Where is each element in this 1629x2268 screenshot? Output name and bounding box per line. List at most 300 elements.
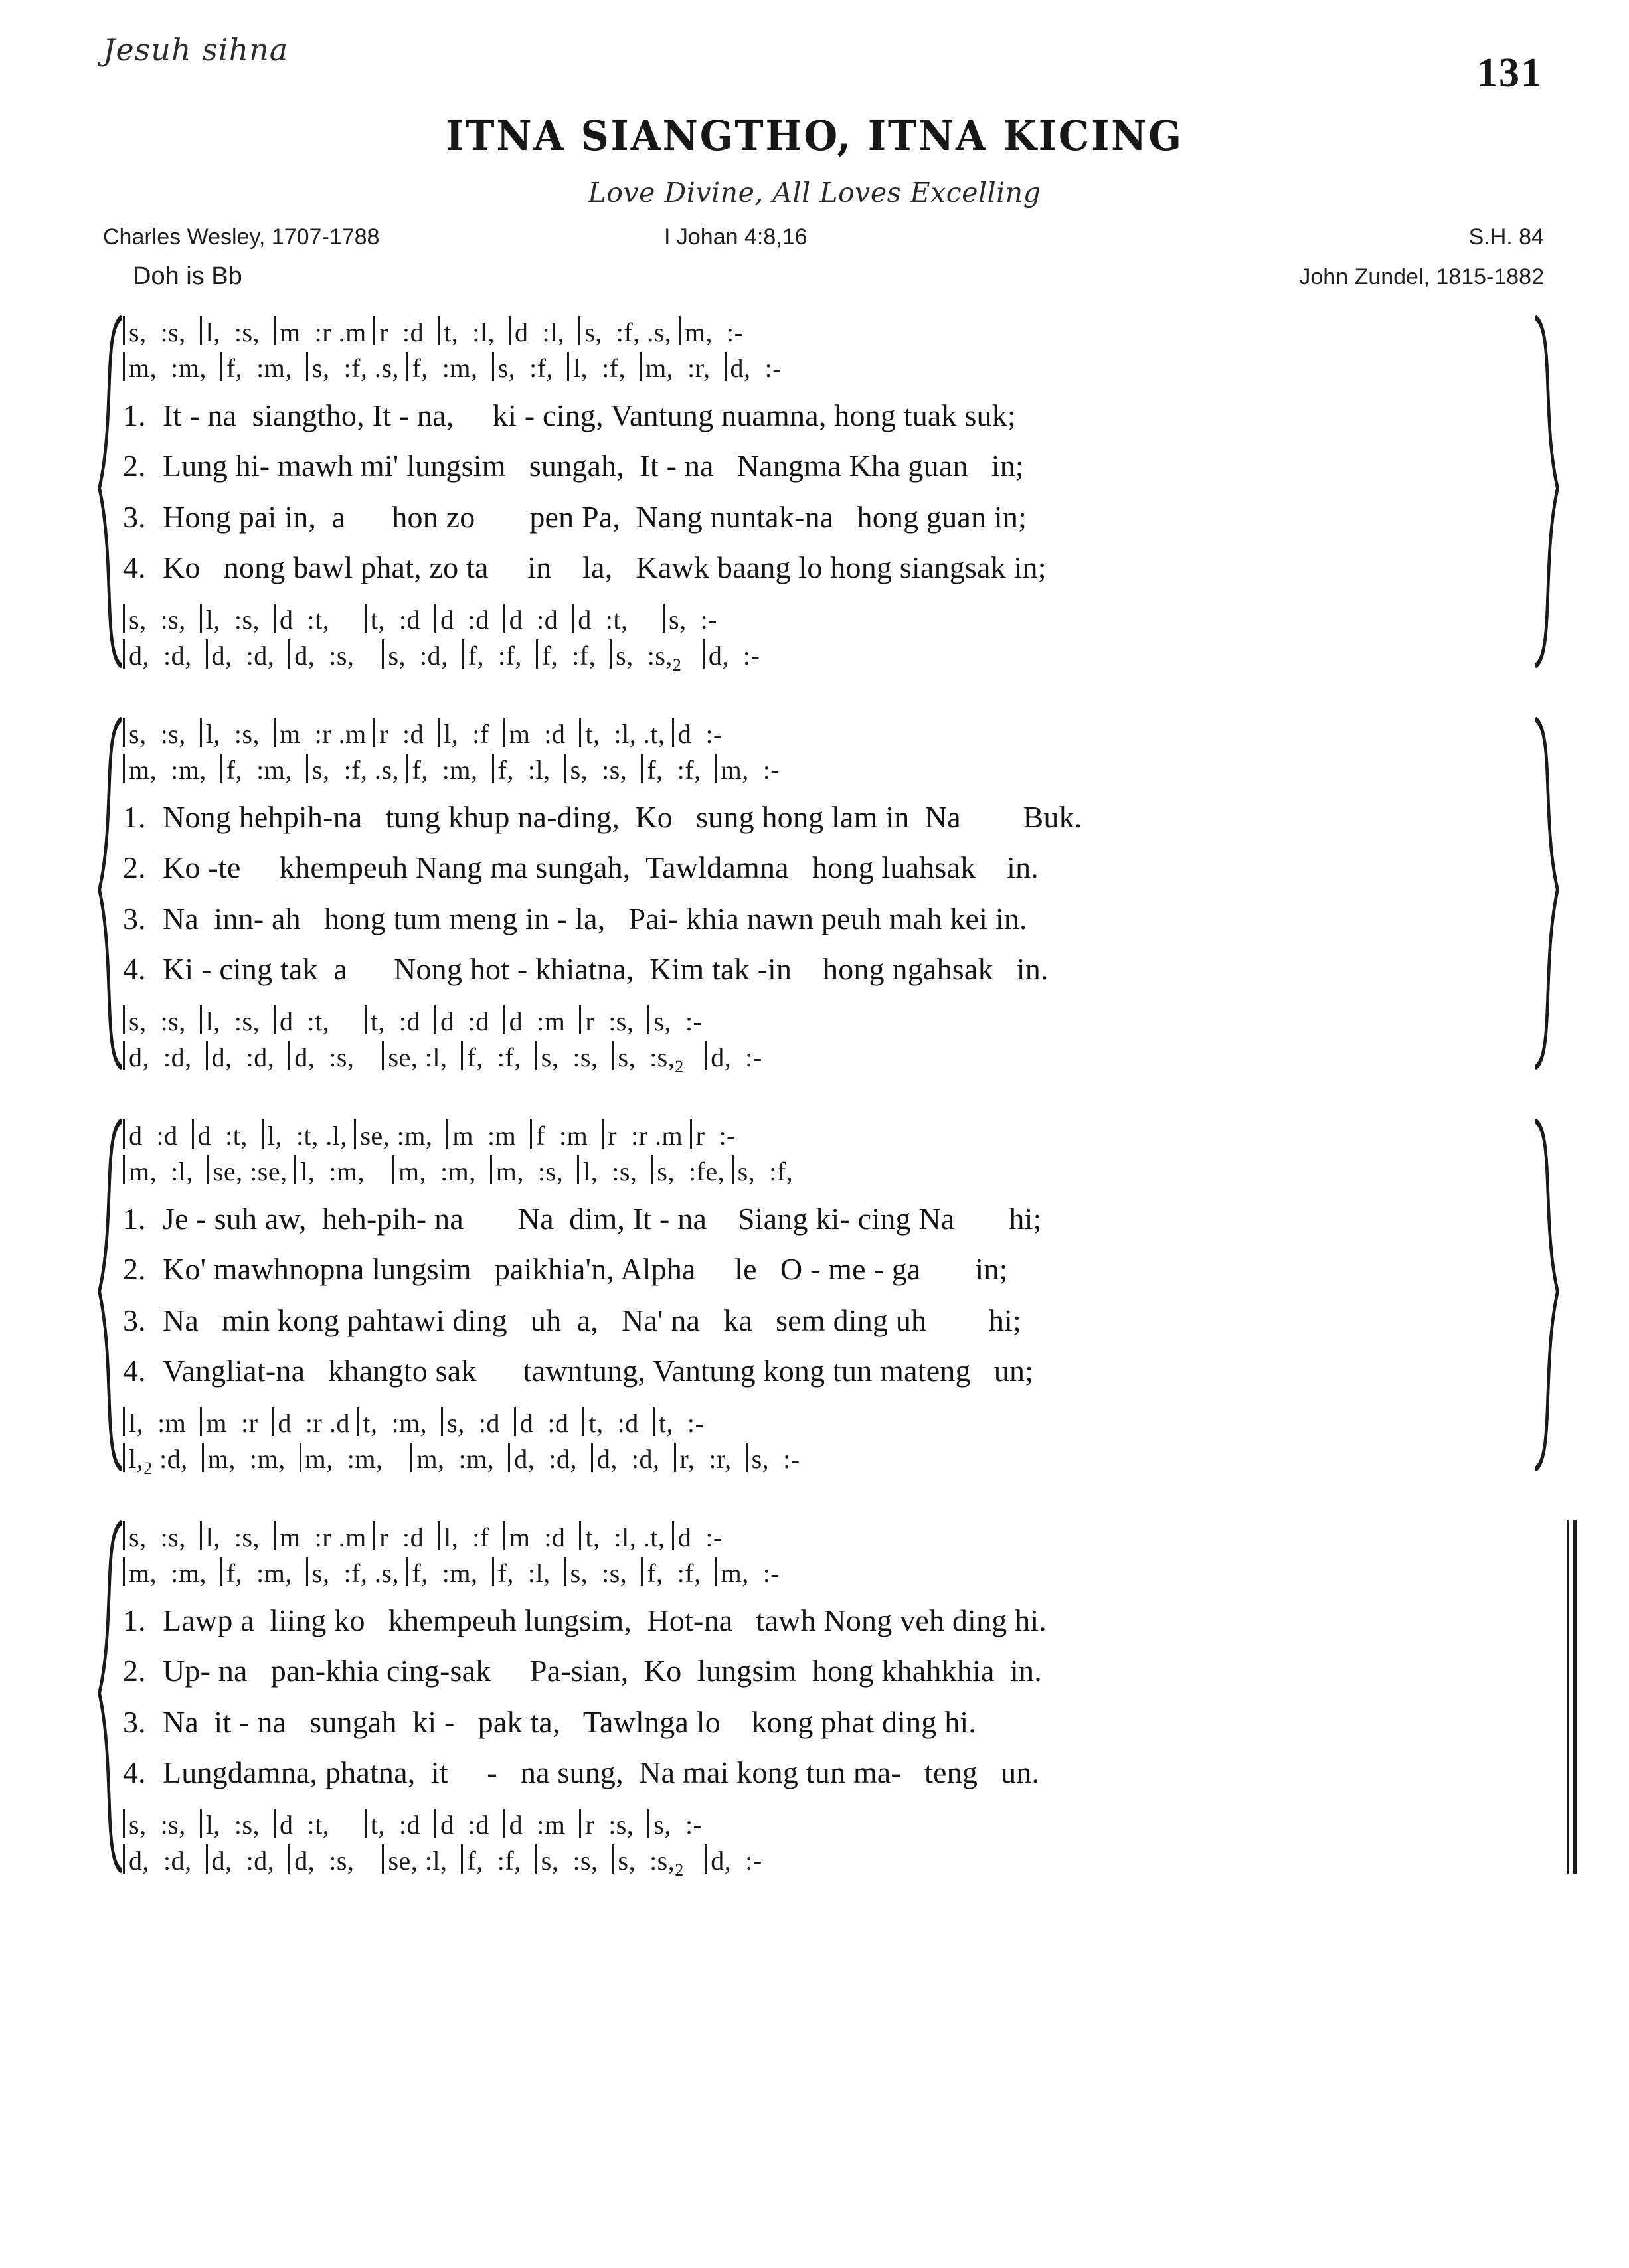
barline (207, 1155, 209, 1184)
barline (640, 352, 642, 381)
solfa-notes: l, :m, (300, 1157, 392, 1187)
barline (503, 1521, 505, 1550)
barline (357, 1407, 359, 1436)
barline (123, 316, 125, 345)
solfa-notes: se, :m, (360, 1121, 447, 1151)
barline (653, 1407, 655, 1436)
solfa-notes: f, :f, (541, 641, 610, 671)
solfa-notes: s, :s, (129, 605, 200, 635)
lower-staff (123, 1001, 1529, 1077)
solfa-notes: s, :s, (129, 1522, 200, 1553)
barline (306, 1557, 308, 1586)
bass-line (123, 1439, 1529, 1479)
verse-line (123, 843, 1529, 893)
solfa-notes: f, :m, (226, 1558, 306, 1589)
verse-line (123, 1194, 1529, 1244)
barline (690, 1119, 692, 1149)
solfa-notes: d :t, (280, 1810, 365, 1840)
barline (392, 1155, 394, 1184)
system-2 (0, 714, 1629, 1077)
solfa-notes: m :r .m (280, 317, 374, 347)
solfa-notes: s, :s, (570, 1558, 642, 1589)
verse-text: Up- na pan-khia cing-sak Pa-sian, Ko lungsim hong khahkhia in. (163, 1654, 1042, 1688)
soprano-line (123, 1517, 1529, 1553)
barline (123, 1005, 125, 1034)
system-3 (0, 1115, 1629, 1479)
barline (672, 718, 674, 747)
solfa-notes: s, $:s,_2$ (618, 1042, 684, 1077)
barline (725, 352, 727, 381)
solfa-notes: r :d (379, 719, 438, 750)
barline (306, 754, 308, 783)
upper-staff (123, 714, 1529, 785)
solfa-notes: l, :t, .l, (267, 1121, 355, 1151)
verse-line (123, 441, 1529, 491)
solfa-notes: f, :m, (412, 353, 492, 383)
alto-line (123, 1151, 1529, 1187)
verse-line (123, 1244, 1529, 1295)
solfa-notes: m, :m, (416, 1444, 509, 1475)
solfa-notes: s, :s, (541, 1846, 612, 1876)
barline (300, 1443, 301, 1472)
barline (410, 1443, 412, 1472)
solfa-notes: r :d (379, 1522, 438, 1553)
solfa-notes: l, :s, (205, 719, 274, 750)
lyrics-block (123, 390, 1529, 593)
verse-text: Lungdamna, phatna, it - na sung, Na mai kong tun ma- teng un. (163, 1755, 1040, 1789)
barline (509, 316, 511, 345)
barline (365, 604, 367, 633)
soprano-line (123, 1115, 1529, 1151)
solfa-notes: m :d (509, 1522, 580, 1553)
octave-subscript: 2 (675, 1057, 684, 1077)
barline (492, 352, 494, 381)
barline (123, 718, 125, 747)
barline (672, 1521, 674, 1550)
solfa-notes: s, :f, .s, (311, 353, 406, 383)
verse-number: 2. (123, 1654, 146, 1688)
barline (647, 1005, 649, 1034)
barline (612, 1041, 614, 1070)
solfa-notes: t, :d (588, 1408, 653, 1439)
solfa-notes: d :r .d (278, 1408, 357, 1439)
barline (220, 352, 222, 381)
barline (123, 1521, 125, 1550)
barline (382, 1844, 384, 1874)
barline (705, 1844, 707, 1874)
barline (564, 754, 566, 783)
barline (262, 1119, 264, 1149)
barline (503, 1005, 505, 1034)
hymn-title: ITNA SIANGTHO, ITNA KICING (446, 112, 1183, 160)
solfa-notes: d, :d, (211, 1042, 289, 1073)
octave-subscript: 2 (675, 1860, 684, 1880)
solfa-notes: f, :f, (647, 1558, 715, 1589)
verse-number: 3. (123, 1704, 146, 1739)
barline (602, 1119, 604, 1149)
solfa-notes: d, :d, (129, 1846, 206, 1876)
solfa-notes: l, :s, (205, 605, 274, 635)
final-double-barline (1567, 1517, 1577, 1876)
barline (610, 639, 612, 669)
barline (373, 316, 375, 345)
credit-composer: John Zundel, 1815-1882 (1299, 264, 1544, 289)
lower-staff (123, 1403, 1529, 1479)
barline (535, 1844, 537, 1874)
barline (206, 1844, 208, 1874)
solfa-notes: d :d (440, 605, 503, 635)
barline (503, 604, 505, 633)
barline (288, 639, 290, 669)
solfa-notes: l, :s, (205, 1007, 274, 1037)
barline (274, 1809, 276, 1838)
barline (503, 718, 505, 747)
verse-text: Ko nong bawl phat, zo ta in la, Kawk baang lo hong siangsak in; (163, 550, 1047, 584)
barline (434, 1809, 436, 1838)
solfa-notes: m :r .m (280, 719, 374, 750)
solfa-notes: l, :s, (205, 317, 274, 347)
barline (530, 1119, 532, 1149)
barline (582, 1407, 584, 1436)
system-4 (0, 1517, 1629, 1880)
barline (288, 1041, 290, 1070)
credit-key-signature: Doh is Bb (133, 262, 242, 290)
barline (274, 1005, 276, 1034)
barline (272, 1407, 274, 1436)
barline (441, 1407, 443, 1436)
barline (715, 754, 717, 783)
solfa-notes: f, :f, (468, 641, 536, 671)
solfa-notes: s, :- (751, 1444, 800, 1475)
soprano-line (123, 714, 1529, 750)
solfa-notes: f, :m, (412, 1558, 492, 1589)
barline (591, 1443, 593, 1472)
solfa-notes: f, :f, (467, 1042, 535, 1073)
solfa-notes: d :d (129, 1121, 192, 1151)
barline (200, 1005, 202, 1034)
barline (503, 1809, 505, 1838)
solfa-notes: m, :- (684, 317, 744, 347)
solfa-notes: r :- (695, 1121, 736, 1151)
barline (406, 754, 408, 783)
barline (674, 1443, 676, 1472)
tenor-line (123, 600, 1529, 635)
solfa-notes: s, :fe, (657, 1157, 732, 1187)
verse-number: 4. (123, 1755, 146, 1789)
barline (434, 604, 436, 633)
barline (492, 754, 494, 783)
solfa-notes: d, :d, (211, 1846, 289, 1876)
solfa-notes: f, :l, (497, 755, 564, 785)
barline (220, 754, 222, 783)
system-brace-right (1527, 315, 1565, 669)
system-1 (0, 312, 1629, 675)
verse-text: Lawp a liing ko khempeuh lungsim, Hot-na tawh Nong veh ding hi. (163, 1603, 1047, 1638)
barline (306, 352, 308, 381)
solfa-notes: d, :- (711, 1846, 762, 1876)
page-header (0, 0, 1629, 312)
verse-number: 4. (123, 550, 146, 584)
barline (641, 1557, 643, 1586)
tenor-line (123, 1001, 1529, 1037)
solfa-notes: r, :r, (679, 1444, 746, 1475)
verse-line (123, 542, 1529, 593)
verse-line (123, 1646, 1529, 1696)
solfa-notes: f :m (536, 1121, 602, 1151)
barline (274, 316, 276, 345)
solfa-notes: s, :s, (129, 1810, 200, 1840)
solfa-notes: se, :l, (388, 1042, 462, 1073)
solfa-notes: s, :f, (497, 353, 568, 383)
barline (200, 1809, 202, 1838)
barline (123, 352, 125, 381)
solfa-notes: d :l, (515, 317, 579, 347)
solfa-notes: s, :- (669, 605, 717, 635)
solfa-notes: m, :s, (495, 1157, 578, 1187)
verse-line (123, 944, 1529, 995)
octave-subscript: 2 (672, 655, 682, 675)
barline (192, 1119, 194, 1149)
solfa-notes: s, :d, (388, 641, 462, 671)
solfa-notes: r :d (379, 317, 438, 347)
barline (200, 1521, 202, 1550)
solfa-notes: t, :d (370, 1810, 435, 1840)
barline (434, 1005, 436, 1034)
verse-number: 3. (123, 1303, 146, 1337)
solfa-notes: l, :f (444, 719, 503, 750)
barline (123, 1809, 125, 1838)
barline (732, 1155, 734, 1184)
bass-line (123, 1037, 1529, 1077)
solfa-notes: s, :f, (737, 1157, 794, 1187)
barline (220, 1557, 222, 1586)
solfa-notes: s, :s, (570, 755, 642, 785)
bass-line (123, 1840, 1529, 1880)
credit-scripture: I Johan 4:8,16 (664, 224, 808, 250)
solfa-notes: d :t, (280, 605, 365, 635)
barline (288, 1844, 290, 1874)
solfa-notes: d :- (677, 1522, 723, 1553)
verse-number: 4. (123, 951, 146, 986)
verse-text: Lung hi- mawh mi' lungsim sungah, It - na Nangma Kha guan in; (163, 449, 1024, 483)
solfa-notes: f, :f, (467, 1846, 535, 1876)
solfa-notes: m, :- (721, 1558, 780, 1589)
barline (365, 1809, 367, 1838)
solfa-notes: t, :d (370, 605, 435, 635)
barline (382, 1041, 384, 1070)
solfa-notes: m :r (206, 1408, 272, 1439)
solfa-notes: m, :m, (305, 1444, 411, 1475)
verse-text: Nong hehpih-na tung khup na-ding, Ko sung hong lam in Na Buk. (163, 800, 1082, 835)
barline (651, 1155, 653, 1184)
verse-line (123, 492, 1529, 542)
solfa-notes: m :m (452, 1121, 531, 1151)
verse-text: Na min kong pahtawi ding uh a, Na' na ka sem ding uh hi; (163, 1303, 1022, 1337)
lyrics-block (123, 1194, 1529, 1396)
solfa-notes: l, :s, (205, 1522, 274, 1553)
barline (663, 604, 665, 633)
solfa-notes: t, :l, (444, 317, 509, 347)
running-head: Jesuh sihna (103, 32, 289, 68)
solfa-notes: d, :- (730, 353, 782, 383)
verse-number: 1. (123, 398, 146, 432)
solfa-notes: s, :- (653, 1810, 703, 1840)
solfa-notes: d :d (519, 1408, 583, 1439)
barline (206, 1041, 208, 1070)
verse-line (123, 1747, 1529, 1798)
barline (579, 1809, 581, 1838)
solfa-notes: s, :s, (129, 317, 200, 347)
solfa-notes: f, :m, (226, 755, 306, 785)
barline (446, 1119, 448, 1149)
solfa-notes: s, :f, .s, (311, 1558, 406, 1589)
barline (578, 316, 580, 345)
verse-line (123, 1295, 1529, 1346)
solfa-notes: d, :- (708, 641, 760, 671)
verse-line (123, 1346, 1529, 1396)
barline (123, 1119, 125, 1149)
solfa-notes: l, :m (129, 1408, 201, 1439)
verse-text: It - na siangtho, It - na, ki - cing, Vantung nuamna, hong tuak suk; (163, 398, 1016, 432)
barline (123, 1041, 125, 1070)
verse-line (123, 792, 1529, 843)
barline (746, 1443, 748, 1472)
lyrics-block (123, 1595, 1529, 1798)
verse-number: 2. (123, 850, 146, 885)
barline (461, 1844, 463, 1874)
barline (365, 1005, 367, 1034)
barline (612, 1844, 614, 1874)
solfa-notes: l, :f (444, 1522, 503, 1553)
solfa-notes: d, :d, (514, 1444, 591, 1475)
solfa-notes: d, :d, (211, 641, 289, 671)
solfa-notes: t, :l, .t, (585, 719, 672, 750)
solfa-notes: s, :s, (129, 1007, 200, 1037)
barline (579, 1005, 581, 1034)
barline (200, 604, 202, 633)
solfa-notes: f, :m, (226, 353, 306, 383)
solfa-notes: t, :- (658, 1408, 705, 1439)
verse-text: Vangliat-na khangto sak tawntung, Vantung kong tun mateng un; (163, 1353, 1034, 1388)
solfa-notes: d :d (509, 605, 572, 635)
barline (274, 604, 276, 633)
solfa-notes: t, :d (370, 1007, 435, 1037)
solfa-notes: f, :m, (412, 755, 492, 785)
solfa-notes: d :- (677, 719, 723, 750)
verse-text: Hong pai in, a hon zo pen Pa, Nang nuntak-na hong guan in; (163, 499, 1027, 534)
barline (123, 1443, 125, 1472)
barline (123, 1557, 125, 1586)
solfa-notes: s, $:s,_2$ (618, 1846, 684, 1880)
barline (206, 639, 208, 669)
solfa-notes: d :t, (197, 1121, 262, 1151)
barline (508, 1443, 510, 1472)
solfa-notes: se, :se, (213, 1157, 295, 1187)
barline (123, 1844, 125, 1874)
barline (373, 1521, 375, 1550)
upper-staff (123, 312, 1529, 384)
alto-line (123, 750, 1529, 785)
solfa-notes: s, :- (653, 1007, 703, 1037)
solfa-notes: d :d (440, 1810, 503, 1840)
solfa-notes: m, :m, (398, 1157, 490, 1187)
solfa-notes: l, :f, (573, 353, 640, 383)
solfa-notes: se, :l, (388, 1846, 462, 1876)
barline (354, 1119, 356, 1149)
barline (373, 718, 375, 747)
verse-text: Na it - na sungah ki - pak ta, Tawlnga lo kong phat ding hi. (163, 1704, 977, 1739)
solfa-notes: $l,_2$ :d, (129, 1444, 202, 1479)
solfa-notes: m, :m, (207, 1444, 300, 1475)
solfa-notes: s, $:s,_2$ (616, 641, 682, 675)
solfa-notes: l, :s, (583, 1157, 651, 1187)
barline (202, 1443, 204, 1472)
barline (514, 1407, 516, 1436)
solfa-notes: m :d (509, 719, 580, 750)
verse-line (123, 1595, 1529, 1646)
barline (564, 1557, 566, 1586)
verse-number: 3. (123, 901, 146, 935)
upper-staff (123, 1517, 1529, 1589)
solfa-notes: s, :d (447, 1408, 514, 1439)
barline (579, 718, 581, 747)
verse-line (123, 1697, 1529, 1747)
solfa-notes: f, :f, (647, 755, 715, 785)
solfa-notes: d, :d, (129, 1042, 206, 1073)
barline (492, 1557, 494, 1586)
barline (705, 1041, 707, 1070)
barline (274, 718, 276, 747)
barline (123, 1407, 125, 1436)
solfa-notes: l, :s, (205, 1810, 274, 1840)
solfa-notes: r :s, (585, 1007, 648, 1037)
barline (294, 1155, 296, 1184)
verse-text: Je - suh aw, heh-pih- na Na dim, It - na Siang ki- cing Na hi; (163, 1202, 1042, 1236)
solfa-notes: d, :s, (294, 641, 383, 671)
solfa-notes: d, :d, (596, 1444, 674, 1475)
solfa-notes: s, :s, (541, 1042, 612, 1073)
barline (123, 639, 125, 669)
upper-staff (123, 1115, 1529, 1187)
barline (200, 1407, 202, 1436)
barline (461, 1041, 463, 1070)
barline (200, 316, 202, 345)
verse-text: Na inn- ah hong tum meng in - la, Pai- khia nawn peuh mah kei in. (163, 901, 1027, 935)
barline (579, 1521, 581, 1550)
bass-line (123, 635, 1529, 675)
barline (703, 639, 705, 669)
barline (200, 718, 202, 747)
barline (577, 1155, 579, 1184)
solfa-notes: s, :f, .s, (584, 317, 679, 347)
page-number: 131 (1477, 50, 1543, 96)
solfa-notes: s, :f, .s, (311, 755, 406, 785)
barline (647, 1809, 649, 1838)
verse-number: 1. (123, 1603, 146, 1638)
tenor-line (123, 1805, 1529, 1840)
hymn-subtitle: Love Divine, All Loves Excelling (588, 177, 1041, 208)
barline (438, 1521, 440, 1550)
barline (123, 754, 125, 783)
verse-number: 4. (123, 1353, 146, 1388)
verse-number: 3. (123, 499, 146, 534)
barline (438, 718, 440, 747)
verse-text: Ko -te khempeuh Nang ma sungah, Tawldamna hong luahsak in. (163, 850, 1039, 885)
solfa-notes: m, :r, (645, 353, 725, 383)
barline (490, 1155, 492, 1184)
verse-number: 1. (123, 800, 146, 835)
system-brace-right (1527, 716, 1565, 1070)
